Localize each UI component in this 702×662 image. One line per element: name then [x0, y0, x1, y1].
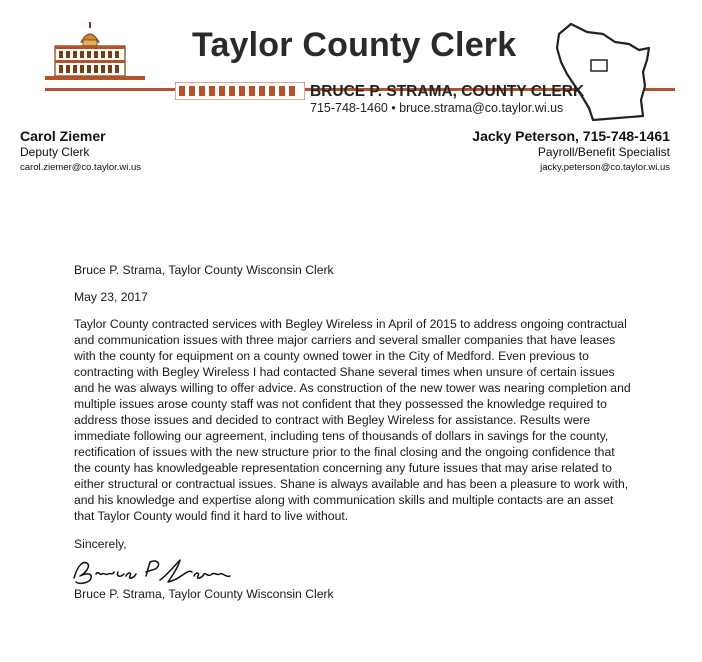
closing-salutation: Sincerely,	[74, 537, 127, 551]
addressee-line: Bruce P. Strama, Taylor County Wisconsin Clerk	[74, 263, 334, 277]
staff-email: carol.ziemer@co.taylor.wi.us	[20, 162, 142, 173]
handwritten-signature	[68, 554, 268, 588]
staff-role: Deputy Clerk	[20, 145, 90, 159]
letter-body	[74, 262, 634, 602]
building-annex-illustration	[175, 82, 305, 105]
staff-name: Carol Ziemer	[20, 128, 106, 144]
signer-line: Bruce P. Strama, Taylor County Wisconsin Clerk	[74, 587, 334, 601]
wisconsin-outline-icon	[553, 20, 663, 133]
letter-date: May 23, 2017	[74, 290, 148, 304]
staff-name: Jacky Peterson, 715-748-1461	[472, 128, 670, 144]
staff-email: jacky.peterson@co.taylor.wi.us	[540, 162, 670, 173]
staff-role: Payroll/Benefit Specialist	[537, 145, 670, 159]
courthouse-illustration	[45, 20, 145, 85]
payroll-specialist-block	[472, 127, 670, 175]
letter-paragraph: Taylor County contracted services with Begley Wireless in April of 2015 to address ongoing contractual and communication issues with three major carriers and several smaller companies that have leases with the county for equipment on a county owned tower in the City of Medford. Even previous to contracting with Begley Wireless I had contacted Shane several times when unsure of certain issues and he was always willing to offer advice. As construction of the new tower was nearing completion and multiple issues arose county staff was not confident that they possessed the knowledge required to address those issues and decided to contract with Begley Wireless for assistance. Results were immediate following our agreement, including tens of thousands of dollars in savings for the county, rectification of issues with the new structure prior to the final closing and the ongoing confidence that the county has knowledgeable representation concerning any future issues that may arise related to either structural or contractual issues. Shane is always available and has been a pleasure to work with, and his knowledge and expertise along with communication skills and multiple contacts are an asset that Taylor County would find it hard to live without.	[74, 317, 631, 523]
page-title: Taylor County Clerk	[192, 26, 517, 64]
deputy-clerk-block	[20, 127, 141, 175]
clerk-contact: 715-748-1460 • bruce.strama@co.taylor.wi.us	[310, 101, 564, 115]
clerk-name: BRUCE P. STRAMA, COUNTY CLERK	[310, 83, 585, 100]
